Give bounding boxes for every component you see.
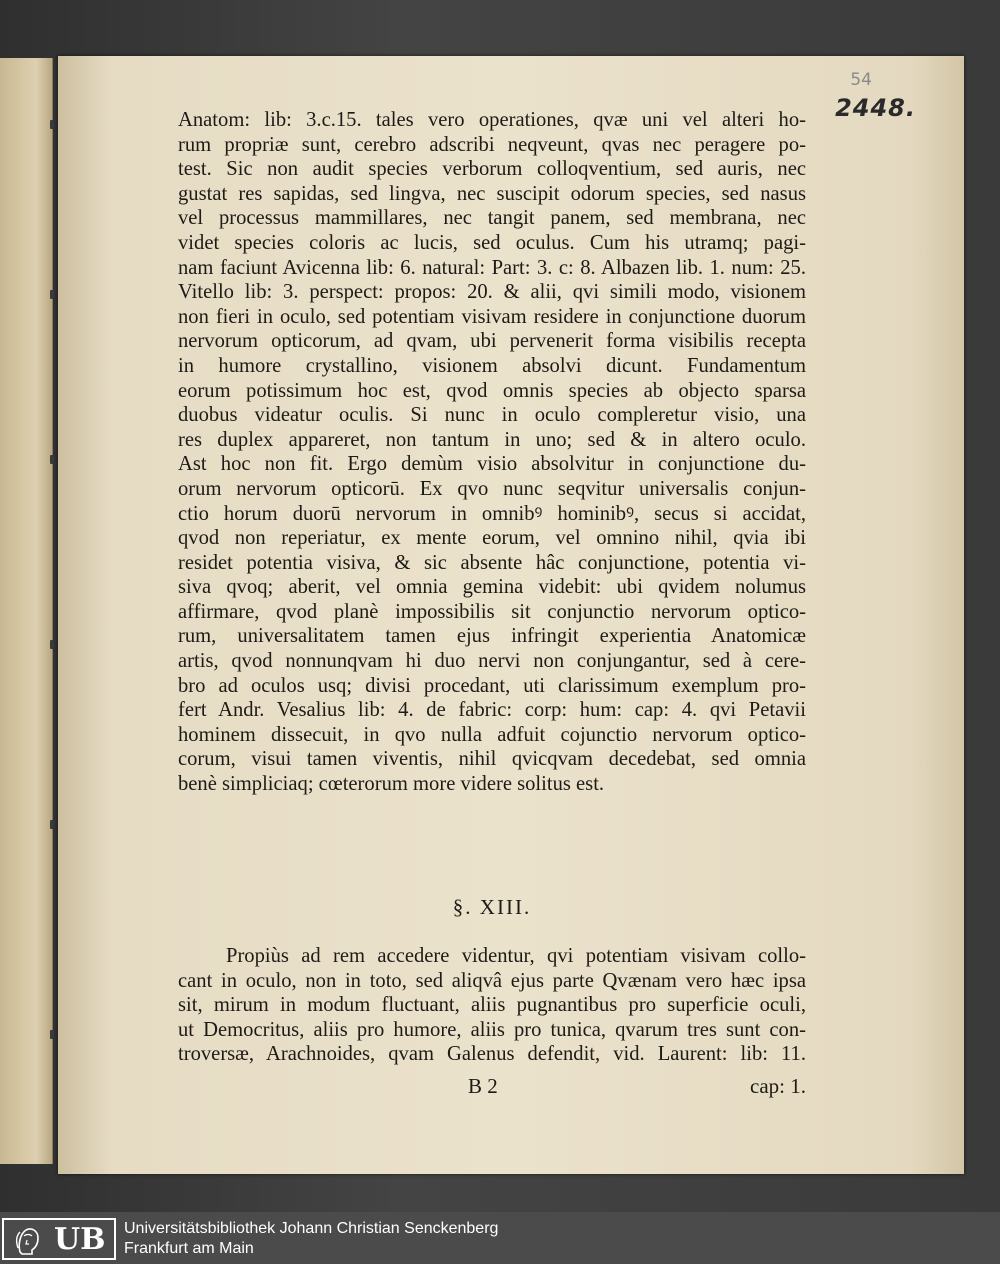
folio-number: 2448. — [835, 94, 916, 122]
library-logo[interactable] — [2, 1218, 116, 1260]
page-text-block — [178, 108, 806, 1098]
text-line: videt species coloris ac lucis, sed oculus. Cum his utramq; pagi- — [178, 231, 806, 254]
binding-mark — [50, 1030, 54, 1039]
text-line: troversæ, Arachnoides, qvam Galenus defendit, vid. Laurent: lib: 11. — [178, 1043, 806, 1066]
section-heading: §. XIII. — [452, 895, 532, 919]
institution-city: Frankfurt am Main — [124, 1240, 254, 1257]
facing-page-edge — [0, 58, 53, 1164]
text-line: res duplex appareret, non tantum in uno; sed & in altero oculo. — [178, 428, 806, 451]
text-line: Vitello lib: 3. perspect: propos: 20. & alii, qvi simili modo, visionem — [178, 281, 806, 304]
binding-mark — [50, 455, 54, 464]
text-line: Anatom: lib: 3.c.15. tales vero operationes, qvæ uni vel alteri ho- — [178, 109, 806, 131]
text-line: orum nervorum opticorū. Ex qvo nunc seqvitur universalis conjun- — [178, 477, 806, 500]
text-line: ctio horum duorū nervorum in omnibꝰ hominibꝰ, secus si accidat, — [178, 502, 806, 525]
text-line: test. Sic non audit species verborum colloqventium, sed auris, nec — [178, 158, 806, 181]
binding-mark — [50, 290, 54, 299]
text-line: ut Democritus, aliis pro humore, aliis pro tunica, qvarum tres sunt con- — [178, 1018, 806, 1041]
text-line: sit, mirum in modum fluctuant, aliis pugnantibus pro superficie oculi, — [178, 994, 806, 1017]
binding-mark — [50, 640, 54, 649]
text-line: nam faciunt Avicenna lib: 6. natural: Part: 3. c: 8. Albazen lib. 1. num: 25. — [178, 256, 806, 279]
text-line: rum propriæ sunt, cerebro adscribi neqveunt, qvas nec peragere po- — [178, 133, 806, 156]
text-line: hominem dissecuit, in qvo nulla adfuit cojunctio nervorum optico- — [178, 723, 806, 746]
text-line: gustat res sapidas, sed lingva, nec suscipit odorum species, sed nasus — [178, 182, 806, 205]
signature-mark: B 2 — [468, 1074, 498, 1098]
text-line: in humore crystallino, visionem absolvi dicunt. Fundamentum — [178, 354, 806, 377]
text-line: bro ad oculos usq; divisi procedant, uti clarissimum exemplum pro- — [178, 674, 806, 697]
binding-mark — [50, 820, 54, 829]
text-line: siva qvoq; aberit, vel omnia gemina videbit: ubi qvidem nolumus — [178, 576, 806, 599]
text-line: non fieri in oculo, sed potentiam visivam residere in conjunctione duorum — [178, 305, 806, 328]
text-line: corum, visui tamen viventis, nihil qvicqvam decedebat, sed omnia — [178, 748, 806, 771]
main-paragraph — [178, 108, 806, 797]
text-line: affirmare, qvod planè impossibilis sit conjunctio nervorum optico- — [178, 600, 806, 623]
second-paragraph — [178, 944, 806, 1067]
binding-mark — [50, 120, 54, 129]
text-line: eorum potissimum hoc est, qvod omnis species ab objecto sparsa — [178, 379, 806, 402]
text-line: qvod non reperiatur, ex mente eorum, vel omnino nihil, qvia ibi — [178, 527, 806, 550]
text-line: nervorum opticorum, ad qvam, ubi pervenerit forma visibilis recepta — [178, 330, 806, 353]
text-line: rum, universalitatem tamen ejus infringit experientia Anatomicæ — [178, 625, 806, 648]
text-line: fert Andr. Vesalius lib: 4. de fabric: corp: hum: cap: 4. qvi Petavii — [178, 699, 806, 722]
library-banner — [0, 1212, 1000, 1264]
text-line: Ast hoc non fit. Ergo demùm visio absolvitur in conjunctione du- — [178, 453, 806, 476]
text-line: cant in oculo, non in toto, sed aliqvâ ejus parte Qvænam vero hæc ipsa — [178, 969, 806, 992]
page-footer — [178, 1073, 806, 1099]
portrait-icon — [10, 1222, 46, 1256]
text-line: vel processus mammillares, nec tangit panem, sed membrana, nec — [178, 207, 806, 230]
catchword: cap: 1. — [750, 1074, 806, 1098]
text-line: residet potentia visiva, & sic absente hâc conjunctione, potentia vi- — [178, 551, 806, 574]
text-line: Propiùs ad rem accedere videntur, qvi potentiam visivam collo- — [226, 945, 806, 967]
institution-name[interactable]: Universitätsbibliothek Johann Christian Senckenberg — [124, 1220, 499, 1237]
logo-text: UB — [54, 1222, 106, 1257]
text-line: artis, qvod nonnunqvam hi duo nervi non conjungantur, sed à cere- — [178, 650, 806, 673]
book-page — [58, 56, 964, 1174]
folio-number-faint: 54 — [850, 70, 872, 90]
text-line: duobus videatur oculis. Si nunc in oculo compleretur visio, una — [178, 404, 806, 427]
text-line: benè simpliciaq; cœterorum more videre solitus est. — [178, 773, 605, 796]
